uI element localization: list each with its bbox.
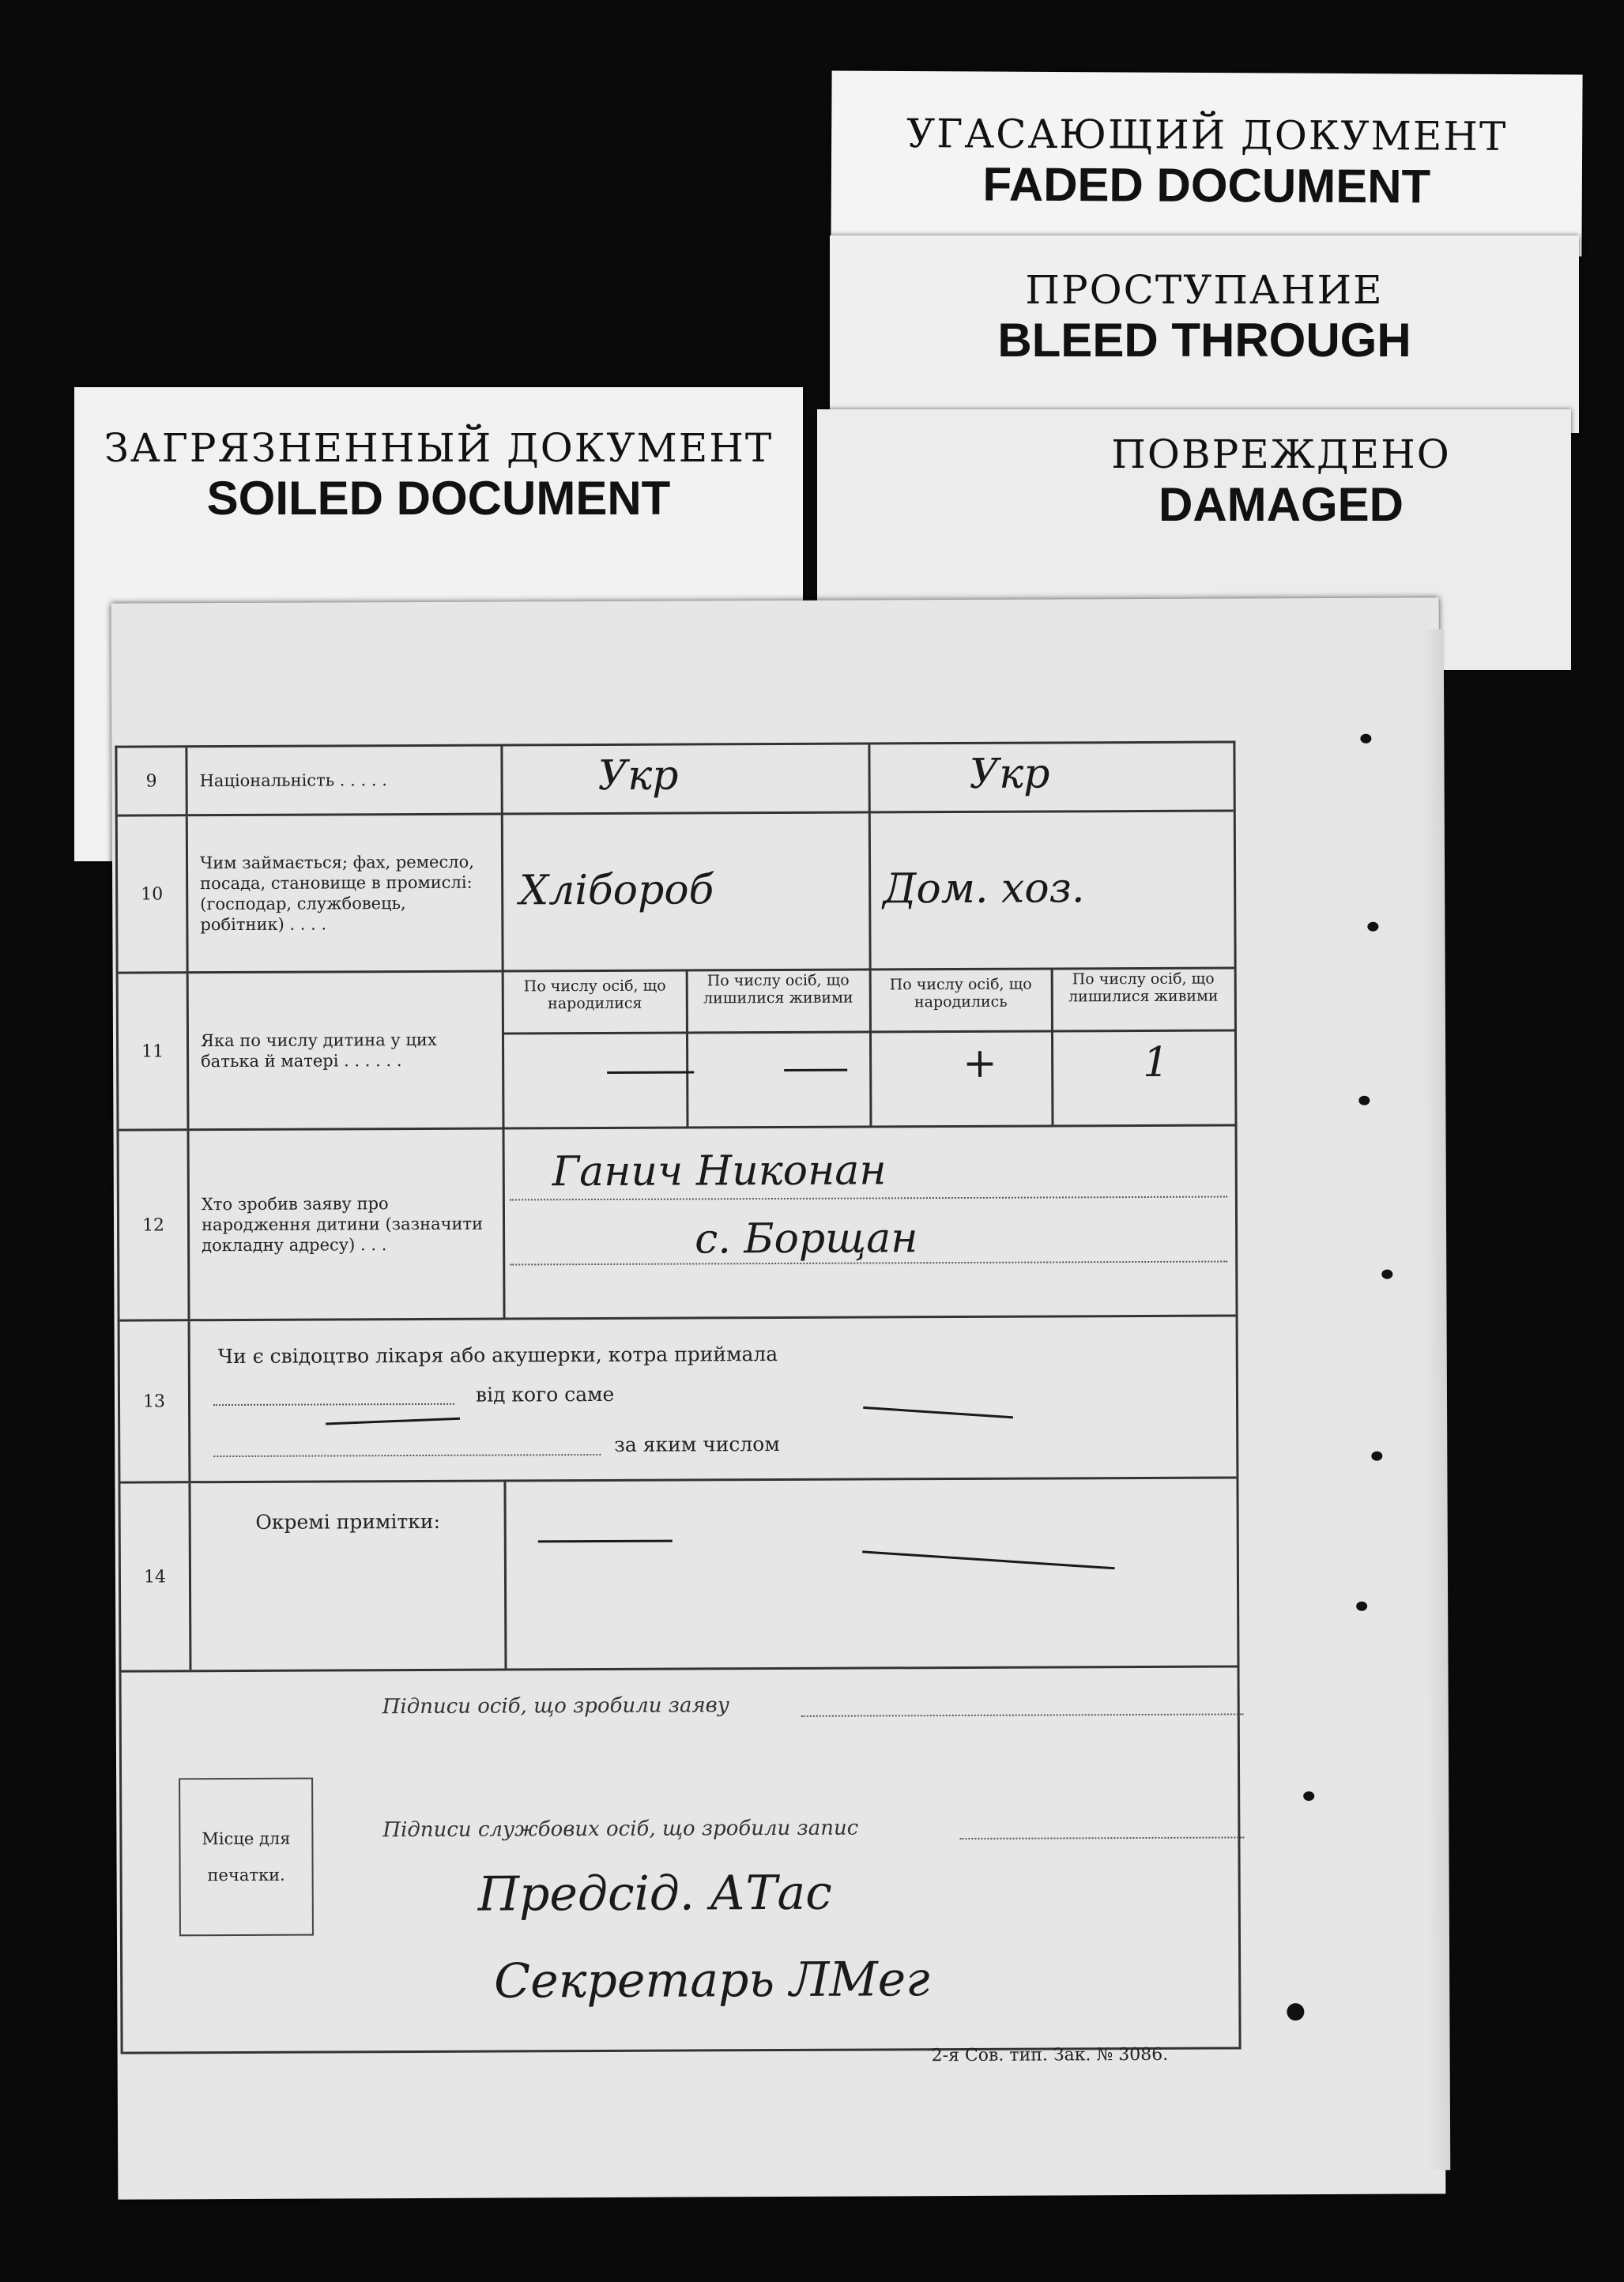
declarant-signatures-label: Підписи осіб, що зробили заяву (382, 1693, 729, 1719)
card-label-ru: ПРОСТУПАНИЕ (1025, 267, 1384, 313)
registration-form (115, 740, 1241, 2054)
column-divider (686, 971, 689, 1126)
handwritten-mark: 1 (1143, 1038, 1170, 1086)
handwritten-dash (784, 1069, 847, 1071)
row-certificate (120, 1316, 1237, 1483)
card-label-ru: ПОВРЕЖДЕНО (1111, 431, 1451, 477)
handwritten-dash (607, 1071, 694, 1073)
row-label: Хто зробив заяву про народження дитини (зазначити докладну адресу) . . . (190, 1130, 506, 1320)
row-values (504, 969, 1235, 1127)
handwritten-mother: Дом. хоз. (883, 864, 1085, 913)
subheader: По числу осіб, що народились (889, 975, 1032, 1011)
handwritten-dash (538, 1540, 673, 1543)
row-number: 11 (119, 973, 190, 1128)
row-notes (120, 1478, 1237, 1672)
handwritten-mark: + (963, 1039, 997, 1087)
row-number: 10 (118, 816, 189, 971)
official-signatures-label: Підписи службових осіб, що зробили запис (382, 1816, 859, 1843)
dotted-line (959, 1836, 1244, 1840)
column-divider (868, 744, 870, 811)
dotted-line (213, 1403, 454, 1406)
handwritten-address: с. Борщан (694, 1214, 918, 1263)
row-values (506, 1478, 1237, 1668)
punch-hole (1367, 922, 1378, 932)
printer-imprint: 2-я Сов. тип. Зак. № 3086. (931, 2044, 1169, 2066)
row-number: 9 (117, 747, 187, 814)
row-number: 12 (119, 1131, 190, 1319)
row-label: Національність . . . . . (188, 747, 503, 815)
handwritten-dash (862, 1550, 1115, 1569)
dotted-line (801, 1713, 1244, 1716)
punch-hole (1303, 1791, 1314, 1801)
subheader: По числу осіб, що народилися (523, 977, 666, 1013)
punch-hole (1381, 1270, 1392, 1279)
bleed-through-card (830, 235, 1579, 433)
card-label-ru: ЗАГРЯЗНЕННЫЙ ДОКУМЕНТ (104, 425, 774, 471)
card-label-ru: УГАСАЮЩИЙ ДОКУМЕНТ (906, 111, 1508, 160)
seal-box: Місце для печатки. (179, 1778, 314, 1937)
punch-hole (1358, 1096, 1370, 1105)
row-number: 14 (120, 1483, 191, 1670)
row-child-order (119, 969, 1235, 1131)
register-sheet (111, 597, 1446, 2199)
punch-hole (1360, 734, 1371, 744)
handwritten-dash (863, 1406, 1013, 1418)
column-divider (869, 970, 872, 1125)
dotted-line (510, 1196, 1227, 1201)
secretary-signature: Секретарь ЛМег (494, 1952, 930, 2009)
handwritten-mother: Укр (969, 750, 1050, 798)
row-occupation (118, 812, 1234, 973)
punch-hole (1371, 1452, 1382, 1461)
punch-hole (1287, 2003, 1304, 2020)
row-values (505, 1126, 1236, 1317)
from-whom-label: від кого саме (475, 1382, 615, 1406)
row-label: Яка по числу дитина у цих батька й матері . . . . . . (190, 973, 505, 1129)
card-label-en: BLEED THROUGH (997, 314, 1411, 367)
row-values (503, 743, 1233, 812)
subheader: По числу осіб, що лишилися живими (1068, 970, 1219, 1006)
card-label-en: SOILED DOCUMENT (206, 472, 671, 525)
row-nationality (117, 743, 1233, 816)
chairman-signature: Предсід. АТас (477, 1865, 832, 1922)
dotted-line (213, 1454, 601, 1457)
signature-area (122, 1667, 1239, 2054)
row-label: Окремі примітки: (191, 1482, 507, 1670)
handwritten-declarant: Ганич Никонан (552, 1147, 887, 1196)
column-divider (869, 813, 872, 968)
card-label-en: DAMAGED (1159, 478, 1404, 531)
column-divider (1051, 970, 1054, 1124)
card-label-en: FADED DOCUMENT (982, 157, 1431, 213)
handwritten-dash (326, 1418, 460, 1425)
sheet-edge (1422, 629, 1451, 2170)
row-number: 13 (120, 1321, 191, 1481)
subheader: По числу осіб, що лишилися живими (703, 971, 853, 1007)
handwritten-father: Хлібороб (519, 866, 714, 915)
certificate-text (191, 1316, 1237, 1481)
row-declarant (119, 1126, 1236, 1321)
date-label: за яким числом (614, 1432, 780, 1456)
punch-hole (1356, 1602, 1367, 1611)
handwritten-father: Укр (597, 751, 679, 800)
row-label: Чим займається; фах, ремесло, посада, становище в промислі: (господар, службовець, робітник) . . . . (189, 815, 504, 972)
certificate-question: Чи є свідоцтво лікаря або акушерки, котра приймала (217, 1342, 778, 1369)
row-values (503, 812, 1234, 970)
faded-document-card (831, 71, 1582, 257)
